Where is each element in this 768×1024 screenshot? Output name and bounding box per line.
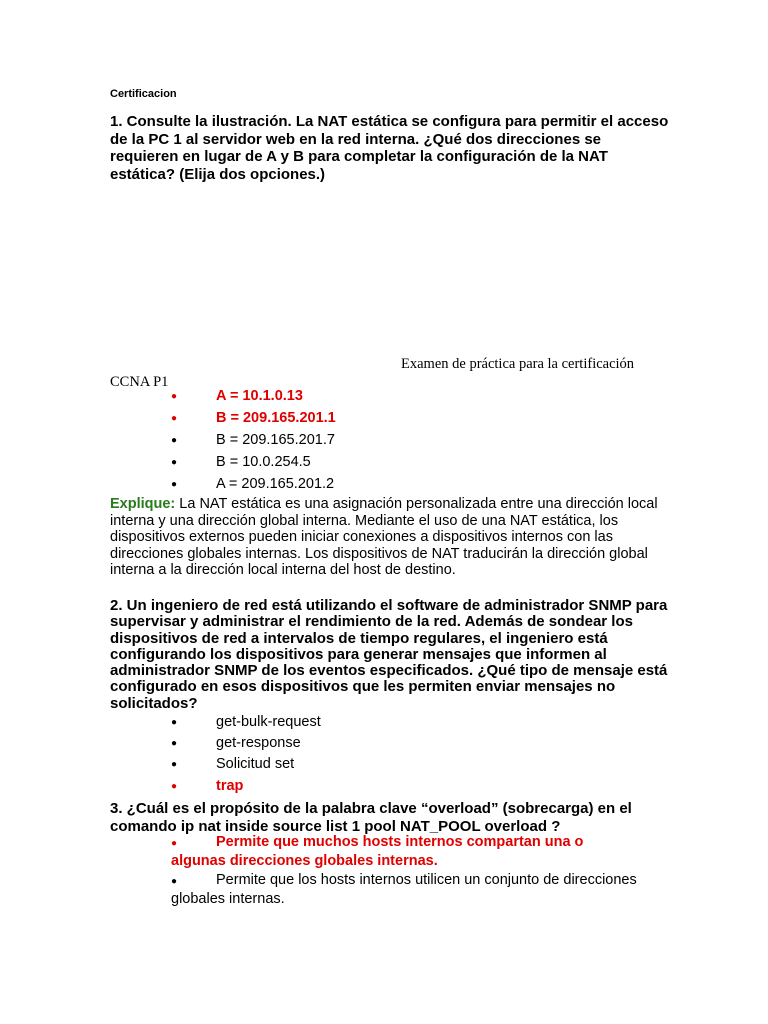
question-1-text: 1. Consulte la ilustración. La NAT estática se configura para permitir el acceso de la PC 1 al servidor web en la red interna. ¿Qué dos direcciones se requieren en lugar de A y B para completar la configuración de la NAT estática? (Elija dos opciones.) — [110, 113, 669, 183]
bullet-icon: ● — [171, 737, 178, 749]
q2-option-3: ● Solicitud set — [171, 756, 295, 773]
bullet-icon: ● — [171, 456, 178, 468]
q1-option-2: ● B = 209.165.201.1 — [171, 410, 336, 427]
bullet-icon: ● — [171, 876, 178, 887]
q3-option-2: ● Permite que los hosts internos utilicen un conjunto de direcciones globales internas. — [171, 872, 637, 907]
bullet-icon: ● — [171, 758, 178, 770]
bullet-icon: ● — [171, 434, 178, 446]
bullet-icon: ● — [171, 412, 178, 424]
question-3-text: 3. ¿Cuál es el propósito de la palabra clave “overload” (sobrecarga) en el comando ip nat inside source list 1 pool NAT_POOL overload ? — [110, 800, 632, 835]
bullet-icon: ● — [171, 478, 178, 490]
bullet-icon: ● — [171, 838, 178, 849]
q3-option-1: ● Permite que muchos hosts internos compartan una o algunas direcciones globales internas. — [171, 834, 584, 869]
q2-option-2: ● get-response — [171, 735, 301, 752]
question-2-text: 2. Un ingeniero de red está utilizando el software de administrador SNMP para supervisar y administrar el rendimiento de la red. Además de sondear los dispositivos de red a intervalos de tiempo regulares, el ingeniero está configurando los dispositivos para generar mensajes que informen al administrador SNMP de los eventos especificados. ¿Qué tipo de mensaje está configurado en esos dispositivos que les permiten enviar mensajes no solicitados? — [110, 597, 668, 712]
q1-option-4: ● B = 10.0.254.5 — [171, 454, 311, 471]
explain-label: Explique: — [110, 496, 176, 512]
illustration-caption: Examen de práctica para la certificación — [401, 356, 635, 372]
q1-option-3: ● B = 209.165.201.7 — [171, 432, 335, 449]
bullet-icon: ● — [171, 716, 178, 728]
bullet-icon: ● — [171, 780, 178, 792]
q2-option-1: ● get-bulk-request — [171, 714, 321, 731]
q1-option-1: ● A = 10.1.0.13 — [171, 388, 303, 405]
bullet-icon: ● — [171, 390, 178, 402]
q2-option-4: ● trap — [171, 778, 244, 795]
illustration-caption-continued: CCNA P1 — [110, 374, 169, 390]
explain-text: La NAT estática es una asignación personalizada entre una dirección local interna y una dirección global interna. Mediante el uso de una NAT estática, los dispositivos externos pueden iniciar conexiones a dispositivos internos con las direcciones globales internas. Los dispositivos de NAT traducirán la dirección global interna a la dirección local interna del host de destino. — [110, 496, 658, 579]
q1-option-5: ● A = 209.165.201.2 — [171, 476, 335, 493]
document-header: Certificacion — [110, 88, 177, 100]
q1-explanation — [110, 496, 665, 579]
